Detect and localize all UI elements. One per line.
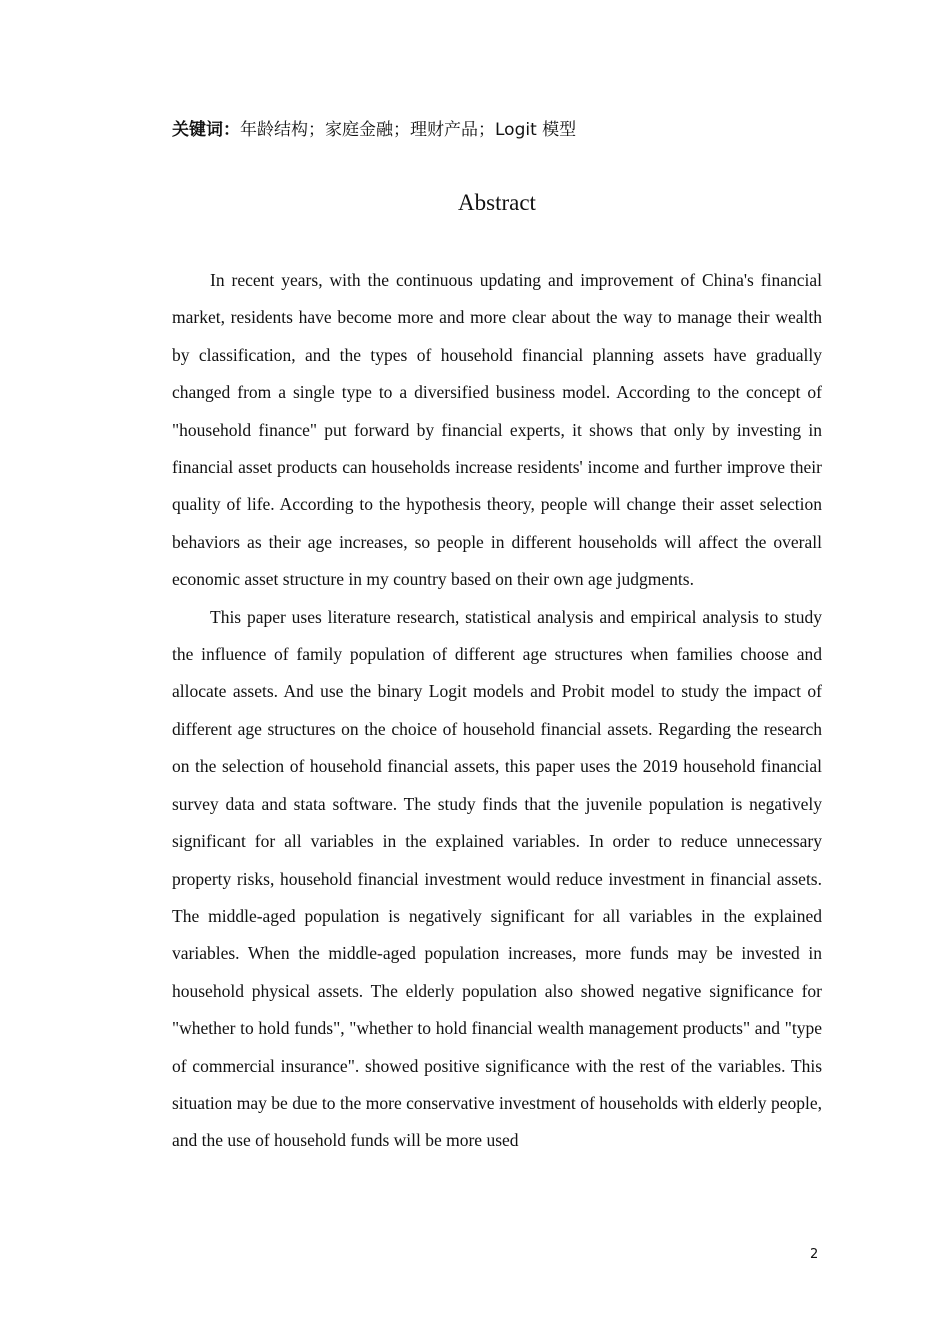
abstract-body [172,262,822,1160]
page-number: 2 [810,1247,819,1262]
abstract-paragraph-1: In recent years, with the continuous updating and improvement of China's financial market, residents have become more and more clear about the way to manage their wealth by classification, and the types of household financial planning assets have gradually changed from a single type to a diversified business model. According to the concept of "household finance" put forward by financial experts, it shows that only by investing in financial asset products can households increase residents' income and further improve their quality of life. According to the hypothesis theory, people will change their asset selection behaviors as their age increases, so people in different households will affect the overall economic asset structure in my country based on their own age judgments. [172,270,822,590]
abstract-heading: Abstract [458,190,536,215]
keywords-label: 关键词： [172,120,240,140]
keywords-line [172,118,832,142]
keywords-text: 年龄结构；家庭金融；理财产品；Logit 模型 [240,120,577,140]
abstract-paragraph-2: This paper uses literature research, statistical analysis and empirical analysis to study the influence of family population of different age structures when families choose and allocate assets. And use the binary Logit models and Probit model to study the impact of different age structures on the choice of household financial assets. Regarding the research on the selection of household financial assets, this paper uses the 2019 household financial survey data and stata software. The study finds that the juvenile population is negatively significant for all variables in the explained variables. In order to reduce unnecessary property risks, household financial investment would reduce investment in financial assets. The middle-aged population is negatively significant for all variables in the explained variables. When the middle-aged population increases, more funds may be invested in household physical assets. The elderly population also showed negative significance for "whether to hold funds", "whether to hold financial wealth management products" and "type of commercial insurance". showed positive significance with the rest of the variables. This situation may be due to the more conservative investment of households with elderly people, and the use of household funds will be more used [172,606,822,1151]
